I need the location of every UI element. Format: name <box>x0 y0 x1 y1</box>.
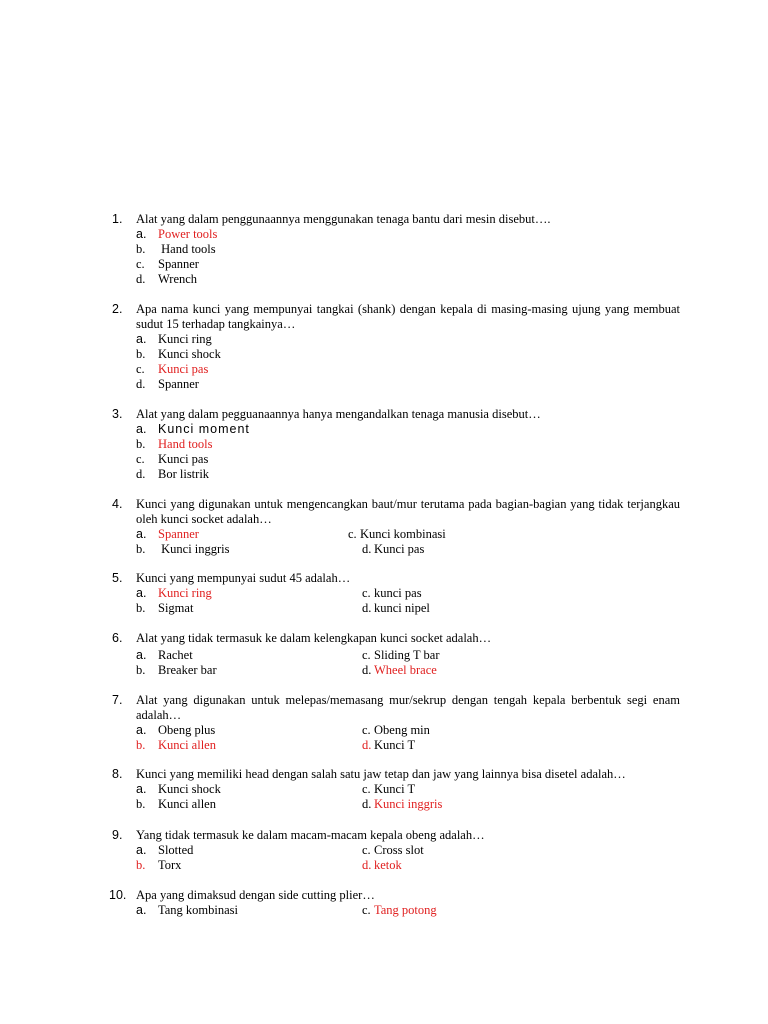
option-letter-answer: b. <box>136 738 146 752</box>
option-text: Kunci kombinasi <box>360 527 446 541</box>
question-number: 1. <box>112 212 123 226</box>
question-number: 3. <box>112 407 123 421</box>
option-b <box>112 437 680 452</box>
option-text: Cross slot <box>374 843 424 857</box>
option-letter: a. <box>136 332 147 346</box>
question-4 <box>112 497 680 557</box>
option-letter: b. <box>136 797 146 811</box>
option-row-1 <box>112 527 680 542</box>
option-text: Obeng plus <box>158 723 216 737</box>
option-a <box>112 227 680 242</box>
question-8 <box>112 767 680 812</box>
option-letter: a. <box>136 586 147 600</box>
option-letter: d. <box>136 467 146 481</box>
option-text: Kunci shock <box>158 782 221 796</box>
question-text: Kunci yang mempunyai sudut 45 adalah… <box>136 571 351 585</box>
option-letter: d. <box>362 601 372 615</box>
question-text: Yang tidak termasuk ke dalam macam-macam kepala obeng adalah… <box>136 828 485 842</box>
option-text: Kunci shock <box>158 347 221 361</box>
question-text: Alat yang dalam pegguanaannya hanya mengandalkan tenaga manusia disebut… <box>136 407 541 421</box>
option-row-2 <box>112 858 680 873</box>
option-letter: a. <box>136 227 147 241</box>
option-letter-answer: d. <box>362 858 372 872</box>
question-text: Alat yang digunakan untuk melepas/memasang mur/sekrup dengan tengah kepala berbentuk segi enam adalah… <box>136 693 680 722</box>
option-letter-answer: d. <box>362 738 372 752</box>
option-letter: c. <box>136 362 145 376</box>
option-text: Obeng min <box>374 723 430 737</box>
option-letter: a. <box>136 843 147 857</box>
option-row-1 <box>112 648 680 663</box>
option-letter: a. <box>136 527 147 541</box>
option-text-answer: Kunci pas <box>158 362 209 376</box>
option-letter: c. <box>362 723 371 737</box>
question-number: 6. <box>112 631 123 645</box>
option-text-answer: Power tools <box>158 227 218 241</box>
question-text: Kunci yang memiliki head dengan salah satu jaw tetap dan jaw yang lainnya bisa disetel adalah… <box>136 767 626 781</box>
option-letter: b. <box>136 663 146 677</box>
option-letter: c. <box>362 648 371 662</box>
question-header <box>112 631 680 646</box>
option-text: kunci pas <box>374 586 422 600</box>
option-a <box>112 332 680 347</box>
question-text: Alat yang dalam penggunaannya menggunakan tenaga bantu dari mesin disebut…. <box>136 212 551 226</box>
question-number: 8. <box>112 767 123 781</box>
option-row-2 <box>112 601 680 616</box>
option-text: Wrench <box>158 272 198 286</box>
option-d <box>112 377 680 392</box>
option-text-answer: ketok <box>374 858 402 872</box>
option-letter: d. <box>362 663 372 677</box>
option-row-1 <box>112 782 680 797</box>
option-text-answer: Kunci allen <box>158 738 216 752</box>
question-6 <box>112 631 680 678</box>
question-header <box>112 767 680 782</box>
option-letter: c. <box>136 257 145 271</box>
option-letter: b. <box>136 601 146 615</box>
question-text: Alat yang tidak termasuk ke dalam kelengkapan kunci socket adalah… <box>136 631 492 645</box>
option-row-2 <box>112 738 680 753</box>
question-header <box>112 828 680 843</box>
question-text: Apa nama kunci yang mempunyai tangkai (shank) dengan kepala di masing-masing ujung yang membuat sudut 15 terhadap tangkainya… <box>136 302 680 331</box>
question-header <box>109 888 680 903</box>
option-row-1 <box>112 843 680 858</box>
option-letter: b. <box>136 242 146 256</box>
option-text: Kunci T <box>374 782 416 796</box>
option-text: Kunci inggris <box>158 542 230 556</box>
option-letter: b. <box>136 437 146 451</box>
option-text: Kunci ring <box>158 332 212 346</box>
option-letter: a. <box>136 782 147 796</box>
option-text: Kunci pas <box>158 452 209 466</box>
option-text: Spanner <box>158 377 199 391</box>
question-1 <box>112 212 680 287</box>
option-d <box>112 467 680 482</box>
question-header <box>112 302 680 332</box>
option-text-answer: Kunci inggris <box>374 797 443 811</box>
option-letter: b. <box>136 347 146 361</box>
option-text-answer: Kunci ring <box>158 586 212 600</box>
option-row-1 <box>112 586 680 601</box>
question-text: Apa yang dimaksud dengan side cutting plier… <box>136 888 375 902</box>
question-number: 2. <box>112 302 123 316</box>
question-number: 4. <box>112 497 123 511</box>
option-text: Tang kombinasi <box>158 903 239 917</box>
question-3 <box>112 407 680 482</box>
option-c <box>112 362 680 377</box>
option-b <box>112 347 680 362</box>
question-number: 5. <box>112 571 123 585</box>
option-letter: d. <box>362 542 372 556</box>
question-text: Kunci yang digunakan untuk mengencangkan baut/mur terutama pada bagian-bagian yang tidak terjangkau oleh kunci socket adalah… <box>136 497 680 526</box>
option-letter: c. <box>348 527 357 541</box>
option-letter: c. <box>362 903 371 917</box>
question-10 <box>109 888 680 918</box>
option-letter: a. <box>136 648 147 662</box>
option-text: Rachet <box>158 648 193 662</box>
option-row-2 <box>112 542 680 557</box>
option-text: Kunci allen <box>158 797 216 811</box>
option-letter: b. <box>136 542 146 556</box>
question-header <box>112 212 680 227</box>
option-text-answer: Wheel brace <box>374 663 437 677</box>
option-letter: c. <box>136 452 145 466</box>
question-2 <box>112 302 680 392</box>
question-number: 7. <box>112 693 123 707</box>
option-letter: c. <box>362 843 371 857</box>
option-text-answer: Spanner <box>158 527 199 541</box>
option-text: Spanner <box>158 257 199 271</box>
question-5 <box>112 571 680 616</box>
option-letter: d. <box>136 377 146 391</box>
question-number: 10. <box>109 888 127 902</box>
question-7 <box>112 693 680 753</box>
question-header <box>112 497 680 527</box>
option-letter-answer: b. <box>136 858 146 872</box>
option-letter: a. <box>136 903 147 917</box>
option-letter: d. <box>136 272 146 286</box>
option-text: Sigmat <box>158 601 194 615</box>
question-header <box>112 407 680 422</box>
option-text: Bor listrik <box>158 467 210 481</box>
option-text: Breaker bar <box>158 663 217 677</box>
option-d <box>112 272 680 287</box>
option-text: Hand tools <box>158 242 216 256</box>
option-letter: d. <box>362 797 372 811</box>
question-header <box>112 693 680 723</box>
option-letter: a. <box>136 422 147 436</box>
option-text: Kunci pas <box>374 542 425 556</box>
question-number: 9. <box>112 828 123 842</box>
option-b <box>112 242 680 257</box>
option-letter: c. <box>362 782 371 796</box>
option-letter: a. <box>136 723 147 737</box>
option-row-1 <box>112 723 680 738</box>
option-text: kunci nipel <box>374 601 430 615</box>
option-text: Kunci T <box>374 738 416 752</box>
option-c <box>112 257 680 272</box>
option-text: Kunci moment <box>158 422 250 436</box>
option-letter: c. <box>362 586 371 600</box>
option-text: Sliding T bar <box>374 648 440 662</box>
option-a <box>112 422 680 437</box>
option-row-2 <box>112 663 680 678</box>
option-text: Slotted <box>158 843 194 857</box>
question-9 <box>112 828 680 873</box>
option-text: Torx <box>158 858 182 872</box>
option-row-2 <box>112 797 680 812</box>
option-c <box>112 452 680 467</box>
question-header <box>112 571 680 586</box>
option-text-answer: Tang potong <box>374 903 437 917</box>
option-text-answer: Hand tools <box>158 437 213 451</box>
option-row-1 <box>112 903 680 918</box>
